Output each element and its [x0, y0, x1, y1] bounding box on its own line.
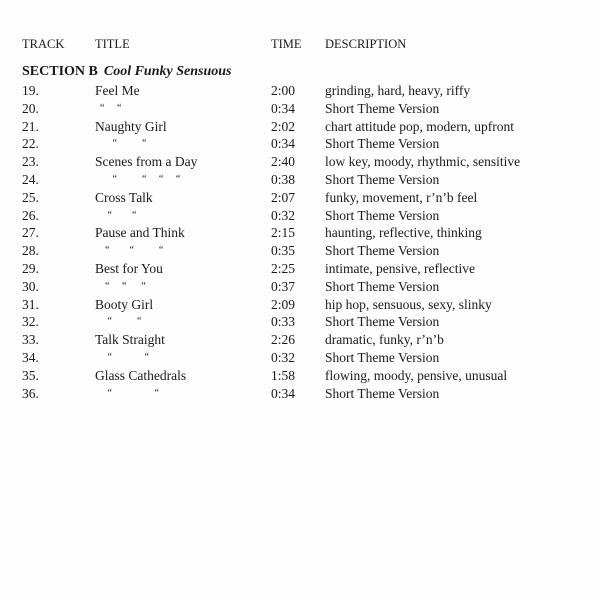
track-time: 0:34	[271, 385, 296, 401]
track-description: Short Theme Version	[325, 349, 440, 365]
ditto-title: “ “	[95, 102, 122, 114]
track-row	[0, 349, 600, 367]
header-description: DESCRIPTION	[325, 37, 407, 51]
track-title: Glass Cathedrals	[95, 367, 187, 383]
track-number: 30.	[22, 278, 39, 294]
track-title: Booty Girl	[95, 296, 154, 312]
track-number: 27.	[22, 225, 39, 241]
track-row	[0, 242, 600, 260]
track-time: 0:35	[271, 243, 296, 259]
ditto-title: “ “	[95, 387, 159, 399]
track-row	[0, 260, 600, 278]
track-number: 34.	[22, 349, 39, 365]
track-title: Talk Straight	[95, 332, 165, 348]
track-description: grinding, hard, heavy, riffy	[325, 83, 471, 98]
track-description: funky, movement, r’n’b feel	[325, 189, 478, 205]
track-list	[0, 82, 600, 402]
track-number: 31.	[22, 296, 39, 312]
track-time: 2:02	[271, 118, 296, 134]
track-description: low key, moody, rhythmic, sensitive	[325, 154, 521, 170]
track-row	[0, 118, 600, 136]
section-label: SECTION B	[22, 64, 98, 79]
track-title: Pause and Think	[95, 225, 185, 241]
ditto-title: “ “ “	[95, 245, 164, 257]
track-number: 24.	[22, 171, 39, 187]
ditto-title: “ “ “ “	[95, 173, 181, 185]
track-number: 29.	[22, 260, 39, 276]
track-row	[0, 189, 600, 207]
ditto-title: “ “	[95, 351, 149, 363]
track-row	[0, 331, 600, 349]
track-number: 20.	[22, 100, 39, 116]
track-number: 22.	[22, 136, 39, 152]
track-number: 21.	[22, 118, 39, 134]
track-time: 2:09	[271, 296, 296, 312]
track-row	[0, 171, 600, 189]
track-description: intimate, pensive, reflective	[325, 260, 475, 276]
track-row	[0, 224, 600, 242]
track-title: Best for You	[95, 260, 163, 276]
track-row	[0, 278, 600, 296]
header-title: TITLE	[95, 37, 130, 51]
track-description: Short Theme Version	[325, 385, 440, 401]
track-row	[0, 207, 600, 225]
header-track: TRACK	[22, 37, 65, 51]
section-heading	[22, 64, 231, 80]
track-description: flowing, moody, pensive, unusual	[325, 367, 508, 383]
track-description: Short Theme Version	[325, 171, 440, 187]
track-row	[0, 135, 600, 153]
track-title: Cross Talk	[95, 189, 153, 205]
track-description: Short Theme Version	[325, 314, 440, 330]
track-row	[0, 296, 600, 314]
ditto-title: “ “	[95, 316, 142, 328]
track-time: 2:00	[271, 83, 296, 98]
track-description: hip hop, sensuous, sexy, slinky	[325, 296, 492, 312]
track-time: 2:40	[271, 154, 296, 170]
track-time: 2:25	[271, 260, 296, 276]
header-time: TIME	[271, 37, 302, 51]
track-row	[0, 367, 600, 385]
track-time: 0:32	[271, 349, 296, 365]
track-description: Short Theme Version	[325, 278, 440, 294]
track-description: Short Theme Version	[325, 136, 440, 152]
track-description: dramatic, funky, r’n’b	[325, 332, 444, 348]
track-number: 23.	[22, 154, 39, 170]
track-row	[0, 82, 600, 100]
track-row	[0, 313, 600, 331]
track-time: 2:15	[271, 225, 296, 241]
track-number: 32.	[22, 314, 39, 330]
track-number: 33.	[22, 332, 39, 348]
ditto-title: “ “	[95, 138, 147, 150]
track-description: Short Theme Version	[325, 100, 440, 116]
track-number: 26.	[22, 207, 39, 223]
section-subtitle: Cool Funky Sensuous	[103, 64, 232, 79]
track-time: 0:38	[271, 171, 296, 187]
track-number: 25.	[22, 189, 39, 205]
track-title: Scenes from a Day	[95, 154, 198, 170]
track-description: Short Theme Version	[325, 207, 440, 223]
track-number: 19.	[22, 83, 39, 98]
track-title: Naughty Girl	[95, 118, 167, 134]
ditto-title: “ “ “	[95, 280, 146, 292]
track-time: 0:37	[271, 278, 296, 294]
track-row	[0, 153, 600, 171]
track-number: 35.	[22, 367, 39, 383]
track-description: chart attitude pop, modern, upfront	[325, 118, 514, 134]
ditto-title: “ “	[95, 209, 137, 221]
track-description: Short Theme Version	[325, 243, 440, 259]
track-description: haunting, reflective, thinking	[325, 225, 482, 241]
track-time: 2:07	[271, 189, 296, 205]
track-time: 0:34	[271, 136, 296, 152]
track-row	[0, 385, 600, 403]
track-time: 1:58	[271, 367, 296, 383]
track-number: 28.	[22, 243, 39, 259]
track-time: 2:26	[271, 332, 296, 348]
track-row	[0, 100, 600, 118]
track-number: 36.	[22, 385, 39, 401]
track-time: 0:34	[271, 100, 296, 116]
track-time: 0:33	[271, 314, 296, 330]
track-time: 0:32	[271, 207, 296, 223]
track-title: Feel Me	[95, 83, 140, 98]
